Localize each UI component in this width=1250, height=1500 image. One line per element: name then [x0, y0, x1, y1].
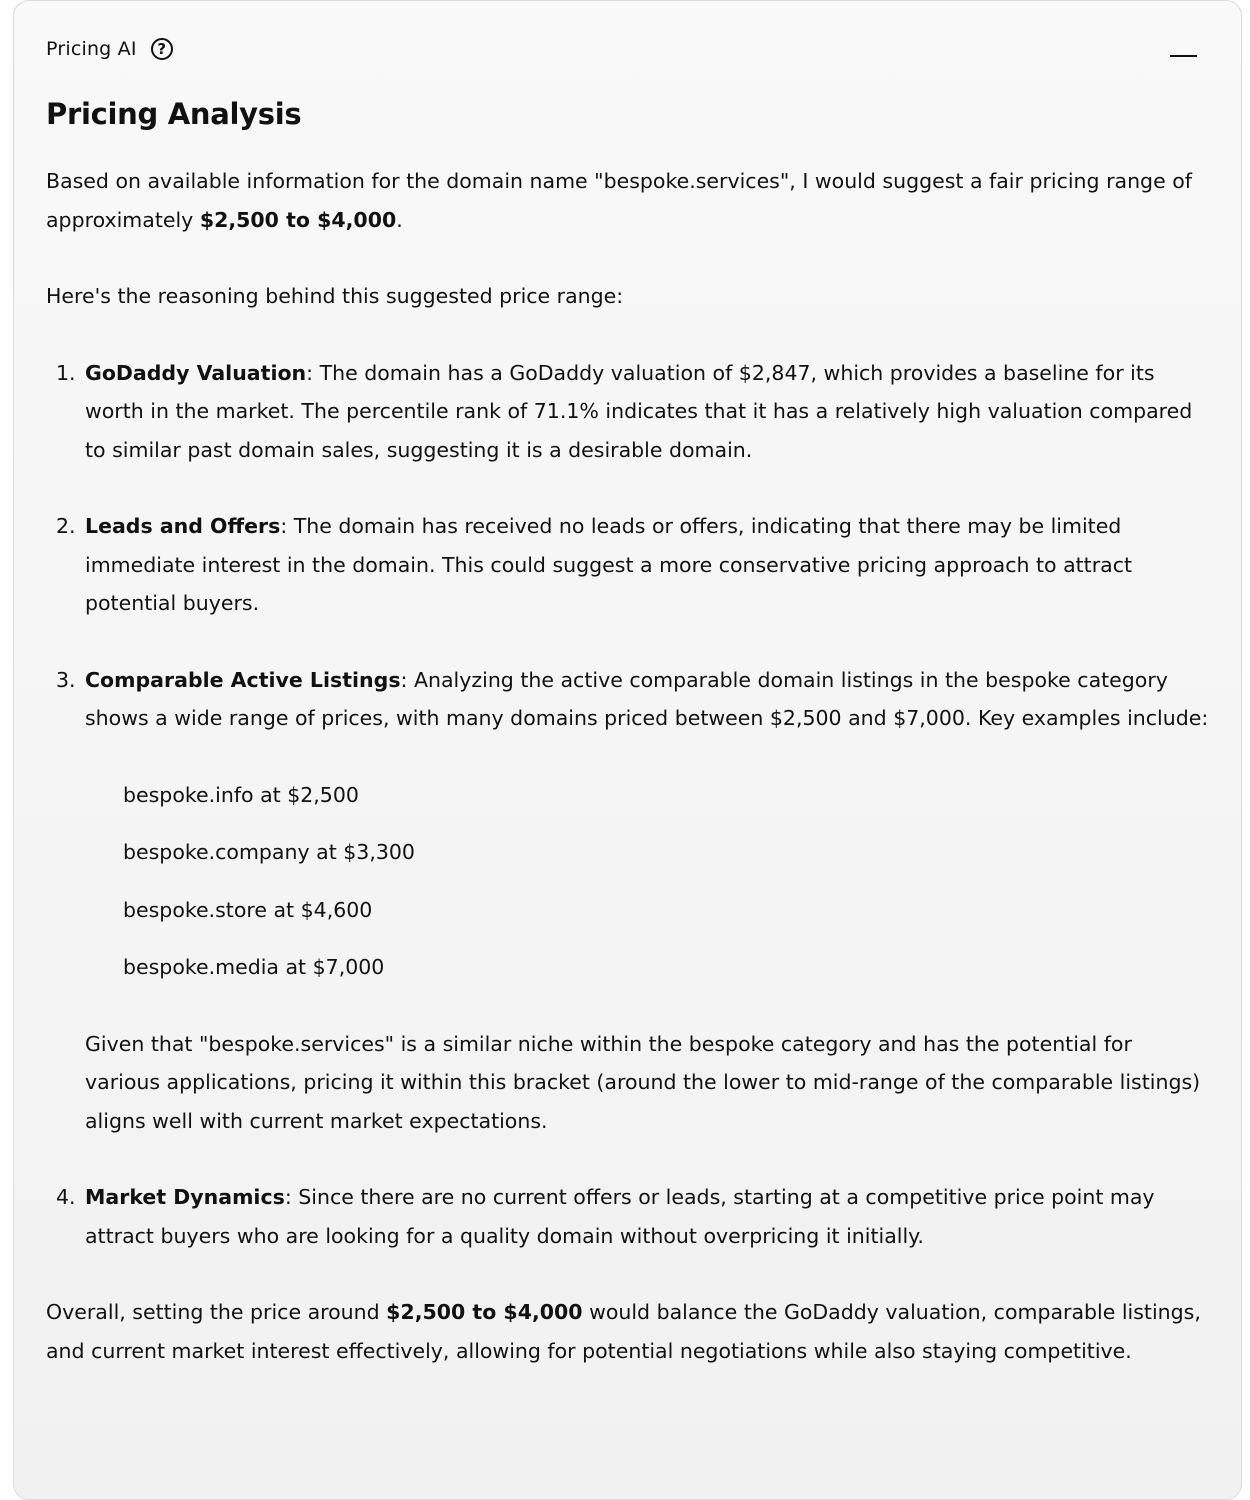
question-circle-icon[interactable]: ? — [151, 38, 173, 60]
analysis-heading: Pricing Analysis — [46, 97, 302, 131]
minus-icon — [1170, 55, 1197, 57]
overall-paragraph — [46, 1293, 1211, 1370]
reason-item-godaddy-valuation — [46, 354, 1211, 470]
example-item: bespoke.media at $7,000 — [123, 955, 385, 979]
example-item: bespoke.store at $4,600 — [123, 897, 373, 922]
reason-title: Leads and Offers — [85, 514, 281, 538]
intro-text: Based on available information for the domain name "bespoke.services", I would suggest a fair pricing range of approximately — [46, 169, 1192, 232]
reason-text: : Analyzing the active comparable domain listings in the bespoke category shows a wide range of prices, with many domains priced between $2,500 and $7,000. Key examples include: — [85, 667, 1209, 730]
reason-text: : The domain has a GoDaddy valuation of $2,847, which provides a baseline for its worth in the market. The percentile rank of 71.1% indicates that it has a relatively high valuation compared to similar past domain sales, suggesting it is a desirable domain. — [85, 360, 1193, 462]
intro-paragraph — [46, 162, 1211, 239]
minimize-button[interactable] — [1164, 40, 1204, 70]
reason-text: : The domain has received no leads or offers, indicating that there may be limited immediate interest in the domain. This could suggest a more conservative pricing approach to attract potential buyers. — [85, 514, 1133, 615]
reason-item-market-dynamics — [46, 1178, 1211, 1255]
overall-suffix: would balance the GoDaddy valuation, comparable listings, and current market interest effectively, allowing for potential negotiations while also staying competitive. — [46, 1300, 1201, 1363]
reason-number: 2. — [56, 514, 76, 538]
intro-price-range: $2,500 to $4,000 — [199, 207, 397, 232]
analysis-content — [46, 92, 1211, 1370]
overall-text: Overall, setting the price around — [46, 1300, 387, 1324]
intro-suffix: . — [396, 207, 403, 232]
reason-title: Comparable Active Listings — [85, 667, 401, 692]
reason-number: 3. — [56, 667, 76, 692]
reasoning-lead: Here's the reasoning behind this suggested price range: — [46, 284, 624, 308]
panel-header — [46, 33, 173, 65]
reason-item-leads-and-offers — [46, 507, 1211, 623]
reason-title: Market Dynamics — [85, 1185, 285, 1209]
reason-title: GoDaddy Valuation — [85, 360, 307, 385]
reasons-list — [46, 354, 1211, 1256]
reason-number: 1. — [56, 360, 76, 385]
reason-item-comparable-listings — [46, 661, 1211, 1141]
comparable-conclusion: Given that "bespoke.services" is a similar niche within the bespoke category and has the potential for various applications, pricing it within this bracket (around the lower to mid-range of the comparable listings) aligns well with current market expectations. — [85, 1031, 1201, 1133]
example-item: bespoke.company at $3,300 — [123, 840, 415, 864]
examples-list — [123, 776, 1211, 987]
reason-text: : Since there are no current offers or leads, starting at a competitive price point may attract buyers who are looking for a quality domain without overpricing it initially. — [85, 1185, 1155, 1248]
overall-price-range: $2,500 to $4,000 — [386, 1300, 583, 1324]
reason-number: 4. — [56, 1185, 76, 1209]
example-item: bespoke.info at $2,500 — [123, 782, 359, 807]
panel-title: Pricing AI — [46, 38, 137, 60]
